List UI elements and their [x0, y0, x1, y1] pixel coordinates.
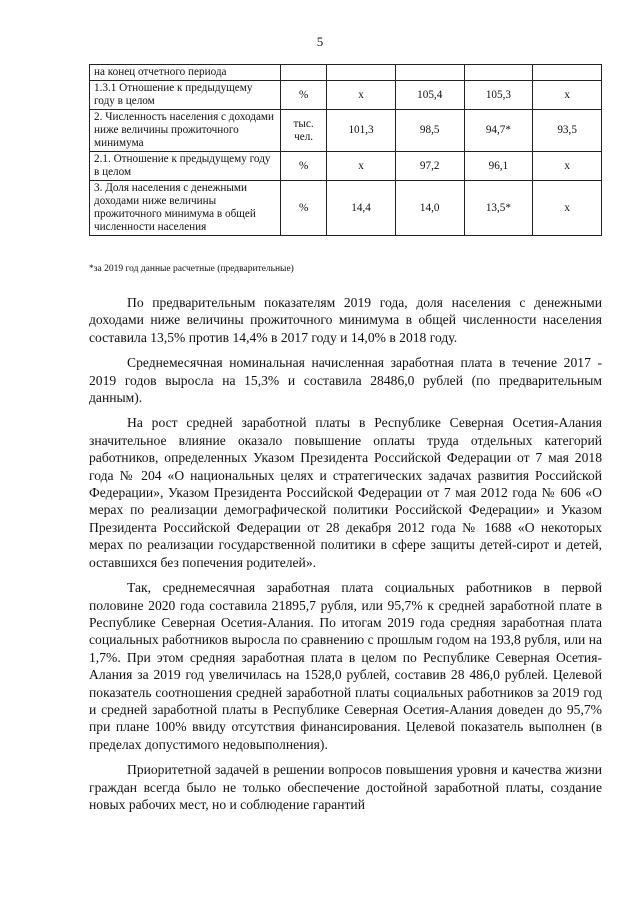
- row-value-1: 101,3: [327, 110, 396, 152]
- table-row: [90, 81, 602, 110]
- paragraph: Так, среднемесячная заработная плата социальных работников в первой половине 2020 года составила 21895,7 рубля, или 95,7% к средней заработной плате в Республике Северная Осетия-Алания. По итогам 2019 года средняя заработная плата социальных работников выросла по сравнению с прошлым годом на 193,8 рубля, или на 1,7%. При этом средняя заработная плата в целом по Республике Северная Осетия-Алания за 2019 год увеличилась на 1528,0 рублей, составив 28 486,0 рублей. Целевой показатель соотношения средней заработной платы социальных работников за 2019 год и средней заработной платы в Республике Северная Осетия-Алания доведен до 95,7% при плане 100% ввиду отсутствия финансирования. Целевой показатель выполнен (в пределах допустимого недовыполнения).: [89, 580, 602, 752]
- row-name: 3. Доля населения с денежными доходами ниже величины прожиточного минимума в общей численности населения: [90, 181, 281, 236]
- row-value-2: 98,5: [395, 110, 464, 152]
- page-number: 5: [316, 34, 324, 49]
- row-value-3: 105,3: [464, 81, 533, 110]
- row-value-1: х: [327, 152, 396, 181]
- paragraph: Приоритетной задачей в решении вопросов повышения уровня и качества жизни граждан всегда было не только обеспечение достойной заработной платы, создание новых рабочих мест, но и соблюдение гарантий: [89, 762, 602, 812]
- paragraph: По предварительным показателям 2019 года, доля населения с денежными доходами ниже величины прожиточного минимума в общей численности населения составила 13,5% против 14,4% в 2017 году и 14,0% в 2018 году.: [89, 295, 602, 345]
- row-name: 2.1. Отношение к предыдущему году в целом: [90, 152, 281, 181]
- row-value-4: х: [533, 181, 602, 236]
- table-row: [90, 110, 602, 152]
- row-value-4: [533, 65, 602, 81]
- row-name: на конец отчетного периода: [90, 65, 281, 81]
- table-row: [90, 181, 602, 236]
- row-value-2: 105,4: [395, 81, 464, 110]
- indicators-table: [89, 64, 602, 236]
- row-value-4: х: [533, 81, 602, 110]
- row-value-4: х: [533, 152, 602, 181]
- table-row: [90, 65, 602, 81]
- row-unit: %: [281, 152, 327, 181]
- row-value-2: 97,2: [395, 152, 464, 181]
- paragraph: На рост средней заработной платы в Республике Северная Осетия-Алания значительное влияние оказало повышение оплаты труда отдельных категорий работников, определенных Указом Президента Российской Федерации от 7 мая 2018 года № 204 «О национальных целях и стратегических задачах развития Российской Федерации», Указом Президента Российской Федерации от 7 мая 2012 года № 606 «О мерах по реализации демографической политики Российской Федерации» и Указом Президента Российской Федерации от 28 декабря 2012 года № 1688 «О некоторых мерах по реализации государственной политики в сфере защиты детей-сирот и детей, оставшихся без попечения родителей».: [89, 415, 602, 570]
- row-value-2: 14,0: [395, 181, 464, 236]
- row-value-2: [395, 65, 464, 81]
- row-value-3: 13,5*: [464, 181, 533, 236]
- row-value-1: х: [327, 81, 396, 110]
- row-value-3: 94,7*: [464, 110, 533, 152]
- row-unit: %: [281, 81, 327, 110]
- row-unit: тыс. чел.: [281, 110, 327, 152]
- row-name: 1.3.1 Отношение к предыдущему году в целом: [90, 81, 281, 110]
- body-text: [89, 294, 602, 813]
- row-value-4: 93,5: [533, 110, 602, 152]
- row-value-3: [464, 65, 533, 81]
- row-unit: %: [281, 181, 327, 236]
- row-value-1: 14,4: [327, 181, 396, 236]
- table-footnote: *за 2019 год данные расчетные (предварительные): [89, 264, 294, 274]
- table-row: [90, 152, 602, 181]
- paragraph: Среднемесячная номинальная начисленная заработная плата в течение 2017 - 2019 годов выросла на 15,3% и составила 28486,0 рублей (по предварительным данным).: [89, 355, 602, 406]
- row-value-3: 96,1: [464, 152, 533, 181]
- row-name: 2. Численность населения с доходами ниже величины прожиточного минимума: [90, 110, 281, 152]
- row-unit: [281, 65, 327, 81]
- row-value-1: [327, 65, 396, 81]
